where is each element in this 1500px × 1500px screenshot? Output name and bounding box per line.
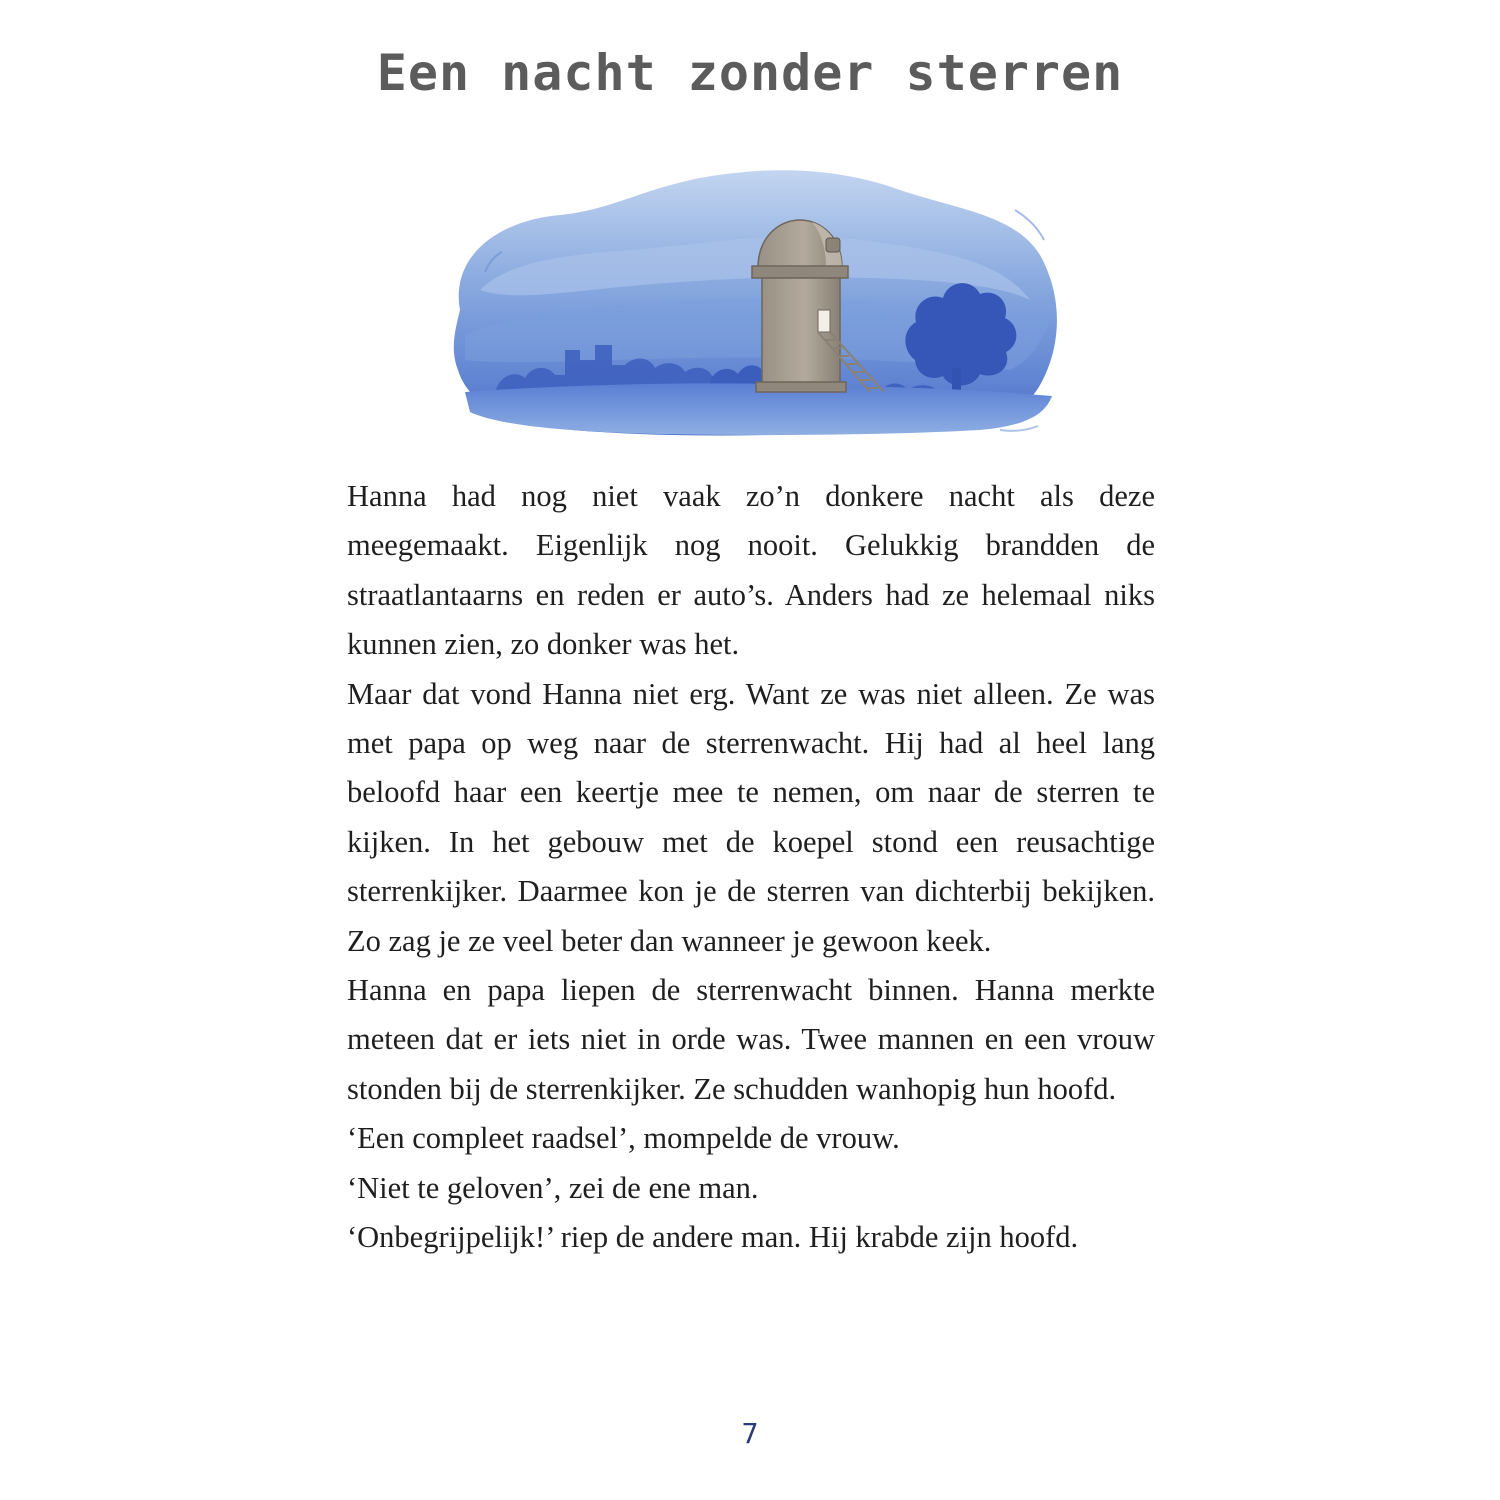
- paragraph: Hanna en papa liepen de sterrenwacht binnen. Hanna merkte meteen dat er iets niet in orde was. Twee mannen en een vrouw stonden bij de sterrenkijker. Ze schudden wanhopig hun hoofd.: [347, 973, 1155, 1106]
- paragraph: ‘Onbegrijpelijk!’ riep de andere man. Hij krabde zijn hoofd.: [347, 1220, 1079, 1255]
- chapter-title: Een nacht zonder sterren: [376, 44, 1124, 102]
- brush-stroke-3: [1000, 426, 1038, 431]
- paragraph: Maar dat vond Hanna niet erg. Want ze was niet alleen. Ze was met papa op weg naar de sterrenwacht. Hij had al heel lang beloofd haar een keertje mee te nemen, om naar de sterren te kijken. In het gebouw met de koepel stond een reusachtige sterrenkijker. Daarmee kon je de sterren van dichterbij bekijken. Zo zag je ze veel beter dan wanneer je gewoon keek.: [347, 676, 1155, 958]
- paragraph: ‘Niet te geloven’, zei de ene man.: [347, 1170, 759, 1205]
- paragraph: ‘Een compleet raadsel’, mompelde de vrouw.: [347, 1121, 900, 1156]
- paragraph: Hanna had nog niet vaak zo’n donkere nacht als deze meegemaakt. Eigenlijk nog nooit. Gelukkig brandden de straatlantaarns en reden er auto’s. Anders had ze helemaal niks kunnen zien, zo donker was het.: [347, 479, 1155, 662]
- page-number: 7: [741, 1417, 759, 1450]
- story-text: [347, 472, 1155, 1263]
- observatory-night-illustration: [440, 160, 1070, 445]
- observatory-building: [752, 220, 848, 392]
